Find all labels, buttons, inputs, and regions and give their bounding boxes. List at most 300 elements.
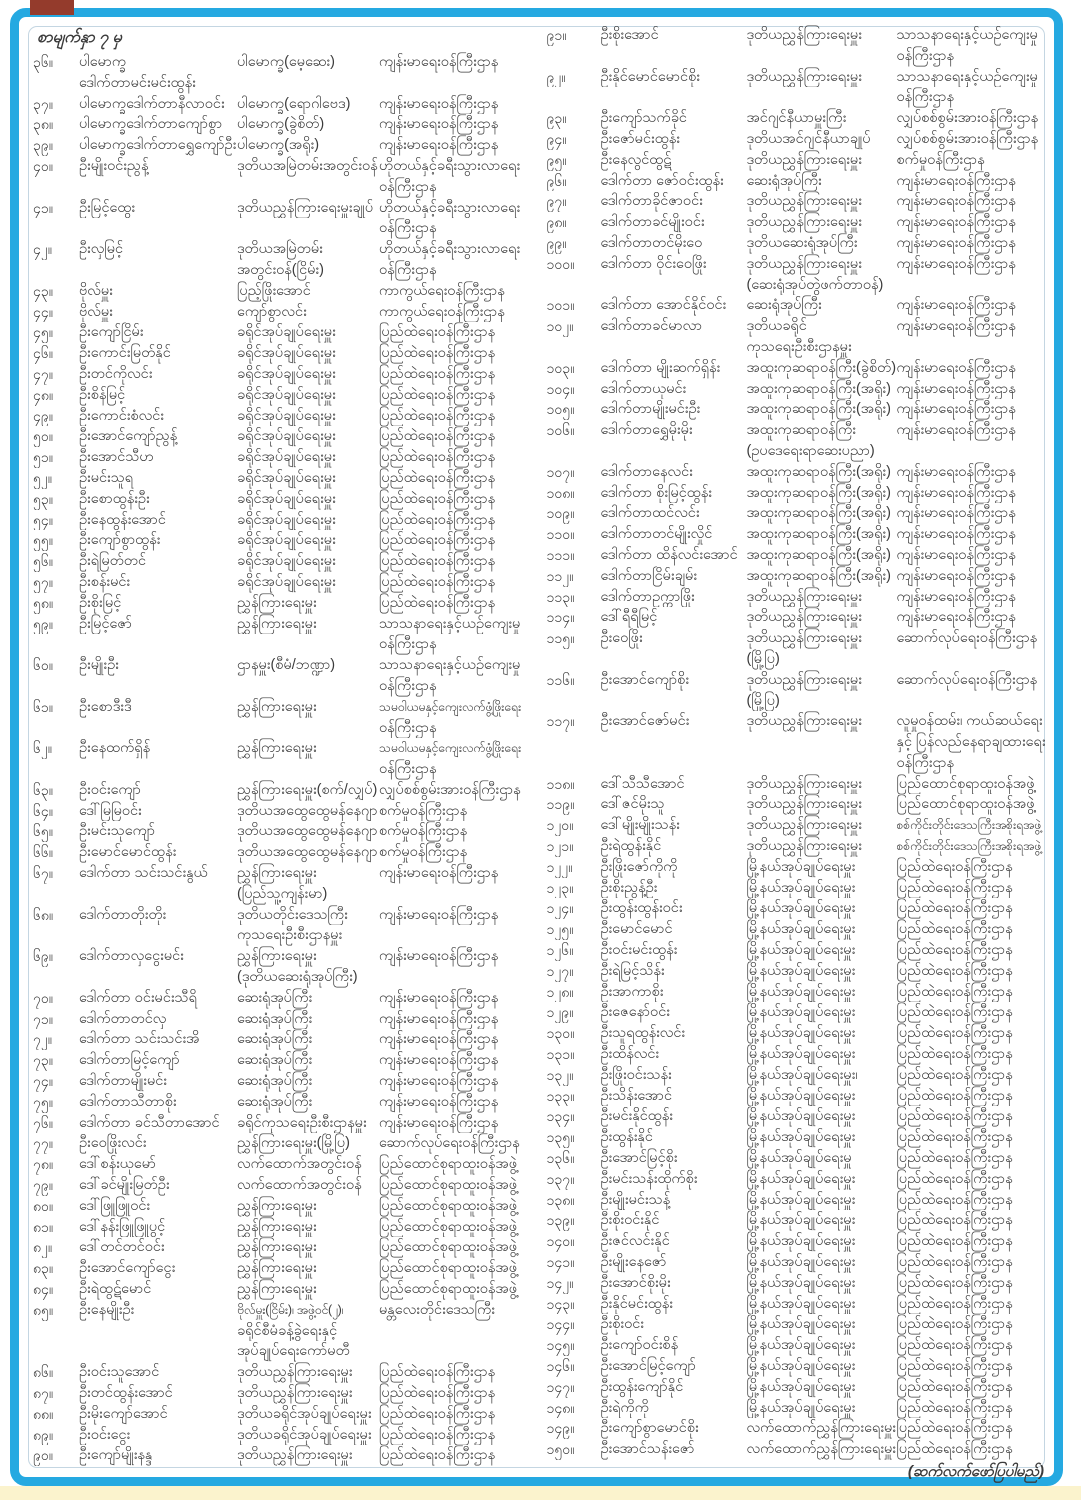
person-department	[897, 1086, 1049, 1107]
person-name	[601, 857, 747, 878]
person-department	[379, 780, 537, 801]
row-number	[33, 94, 79, 115]
person-name	[601, 1356, 747, 1377]
person-name	[601, 316, 747, 358]
row-number-line: ၄၉။	[33, 407, 53, 424]
person-position	[747, 1294, 897, 1315]
row-number-line: ၃၇။	[33, 95, 53, 112]
person-department	[379, 489, 537, 510]
row-number	[547, 503, 601, 524]
person-position-line: ဒုတိယအထွေထွေမန်နေဂျာ	[237, 844, 378, 861]
person-department	[897, 1210, 1049, 1231]
table-row	[33, 1175, 537, 1196]
person-department	[897, 316, 1049, 358]
person-department	[379, 551, 537, 572]
person-name-line: ဒေါက်တာမျိုးမင်း	[79, 1073, 167, 1090]
person-department-line: ပြည်ထဲရေးဝန်ကြီးဌာန	[379, 573, 496, 590]
row-number	[33, 1279, 79, 1300]
person-department-line: ပြည်ထဲရေးဝန်ကြီးဌာန	[896, 1087, 1013, 1104]
person-name-line: ဦးမြင့်ဇော်	[79, 615, 132, 632]
row-number-line: ၁၀၀။	[546, 255, 575, 272]
person-department	[897, 150, 1049, 171]
person-department-line: ပြည်ထဲရေးဝန်ကြီးဌာန	[896, 942, 1013, 959]
person-name	[601, 1148, 747, 1169]
person-position	[747, 503, 897, 524]
table-row	[547, 129, 1049, 150]
person-department-line: ပြည်ထဲရေးဝန်ကြီးဌာန	[896, 1066, 1013, 1083]
person-position	[237, 385, 379, 406]
person-position-line: ညွှန်ကြားရေးမှူး	[237, 740, 317, 757]
person-department-line: ဝန်ကြီးဌာန	[379, 178, 437, 195]
person-department-line: ပြည်ထဲရေးဝန်ကြီးဌာန	[896, 921, 1013, 938]
person-name-line: ဦးရဲထွန်းနိုင်	[600, 838, 662, 855]
table-row	[33, 801, 537, 822]
person-name-line: ဦးဝေဖြိုး	[600, 630, 643, 647]
person-department	[379, 530, 537, 551]
column-right	[541, 25, 1049, 1480]
row-number	[33, 821, 79, 842]
person-name	[601, 399, 747, 420]
person-department	[379, 426, 537, 447]
table-row	[547, 316, 1049, 358]
person-department	[379, 94, 537, 115]
row-number	[547, 483, 601, 504]
person-department	[897, 566, 1049, 587]
person-position-line: ခရိုင်ကုသရေးဦးစီးဌာနမှူး	[237, 1114, 367, 1131]
table-row	[33, 447, 537, 468]
person-position	[747, 794, 897, 815]
person-department-line: ပြည်ထဲရေးဝန်ကြီးဌာန	[896, 1191, 1013, 1208]
table-row	[547, 171, 1049, 192]
person-position	[747, 1252, 897, 1273]
person-department-line: ကျန်းမာရေးဝန်ကြီးဌာန	[896, 609, 1016, 626]
person-name	[79, 426, 237, 447]
person-position-line: မြို့နယ်အုပ်ချုပ်ရေးမှူး	[746, 1399, 856, 1416]
person-position-line: ဆေးရုံအုပ်ကြီး	[237, 1052, 313, 1069]
table-row	[547, 940, 1049, 961]
person-department-line: ဝန်ကြီးဌာန	[379, 761, 437, 778]
person-department-line: ကျန်းမာရေးဝန်ကြီးဌာန	[896, 401, 1016, 418]
person-position	[747, 254, 897, 296]
person-position-line: ဒုတိယညွှန်ကြားရေးမှူး	[746, 193, 862, 210]
row-number-line: ၄၅။	[33, 324, 53, 341]
person-name-line: ဦးစိုးအောင်	[600, 27, 659, 43]
person-position-line: လက်ထောက်အတွင်းဝန်	[237, 1156, 362, 1173]
person-name-line: ဦးသူရထွန်းလင်း	[600, 1025, 686, 1042]
person-position	[747, 316, 897, 358]
person-department	[379, 655, 537, 697]
person-department	[379, 842, 537, 863]
person-position	[237, 1425, 379, 1446]
person-position-line: မြို့နယ်အုပ်ချုပ်ရေးမှူး	[746, 1233, 856, 1250]
person-position-line: ဒုတိယညွှန်ကြားရေးမှူး	[746, 214, 862, 231]
person-name-line: ဒေါက်တာ သင်းသင်းအိ	[79, 1031, 200, 1048]
row-number-line: ၇၉။	[33, 1177, 53, 1194]
person-name-line: ဦးကျော်ငြိမ်း	[79, 324, 144, 341]
table-row	[547, 254, 1049, 296]
table-row	[33, 426, 537, 447]
person-position-line: ညွှန်ကြားရေးမှူး	[237, 1260, 317, 1277]
person-department	[379, 1362, 537, 1383]
row-number	[33, 1113, 79, 1134]
row-number-line: ၁၂၈။	[546, 983, 574, 1000]
person-department	[897, 1231, 1049, 1252]
table-row	[547, 607, 1049, 628]
row-number-line: ၄၃။	[33, 282, 53, 299]
row-number-line: ၆၉။	[33, 948, 53, 965]
table-row	[547, 1044, 1049, 1065]
person-position-line: ဗိုလ်မှူး(ငြိမ်း)၊ အဖွဲ့ဝင်(၂)၊	[237, 1302, 344, 1317]
table-row	[547, 836, 1049, 857]
person-department	[379, 572, 537, 593]
person-department	[379, 1237, 537, 1258]
person-name	[79, 801, 237, 822]
table-row	[33, 1279, 537, 1300]
person-position-line: ညွှန်ကြားရေးမှူး	[237, 1218, 317, 1235]
person-position	[747, 898, 897, 919]
person-position-line: ညွှန်ကြားရေးမှူး	[237, 1197, 317, 1214]
row-number	[33, 343, 79, 364]
person-department	[379, 821, 537, 842]
person-position	[237, 1300, 379, 1362]
person-name-line: ဦးလှမြင့်	[79, 241, 124, 258]
person-department	[379, 364, 537, 385]
person-department-line: ပြည်ထဲရေးဝန်ကြီးဌာန	[896, 1108, 1013, 1125]
person-department	[897, 628, 1049, 670]
person-department	[897, 1252, 1049, 1273]
person-position-line: ဒုတိယခရိုင်အုပ်ချုပ်ရေးမှူး	[237, 1426, 372, 1443]
person-name	[601, 358, 747, 379]
person-position-line: ခရိုင်အုပ်ချုပ်ရေးမှူး	[237, 345, 336, 362]
person-name	[601, 940, 747, 961]
person-position-line: ဒုတိယတိုင်းဒေသကြီး	[237, 906, 348, 923]
person-department	[379, 1050, 537, 1071]
person-name	[79, 364, 237, 385]
table-row	[33, 1300, 537, 1362]
person-department-line: ပြည်ထောင်စုရာထူးဝန်အဖွဲ့	[379, 1218, 518, 1235]
row-number-line: ၅၅။	[33, 532, 53, 549]
person-name-line: ဦးအောင်ဇော်မင်း	[600, 713, 690, 730]
person-name-line: ဦးဇေနော်ဝင်း	[600, 1004, 670, 1021]
person-department	[897, 1169, 1049, 1190]
person-position-line: မြို့နယ်အုပ်ချုပ်ရေးမှူး	[746, 1108, 856, 1125]
person-department-line: သာသနာရေးနှင့်ယဉ်ကျေးမှု	[896, 68, 1038, 85]
person-department	[379, 1133, 537, 1154]
person-department-line: သမဝါယမနှင့်ကျေးလက်ဖွံ့ဖြိုးရေး	[379, 741, 521, 756]
row-number	[547, 961, 601, 982]
person-position-line: (ဥပဒေရေးရာဆေးပညာ)	[746, 442, 875, 459]
person-position	[747, 961, 897, 982]
person-position	[237, 1029, 379, 1050]
row-number	[547, 711, 601, 773]
person-department	[897, 919, 1049, 940]
person-department	[379, 447, 537, 468]
row-number-line: ၈၀။	[33, 1197, 54, 1214]
table-row	[547, 1231, 1049, 1252]
person-department-line: ကျန်းမာရေးဝန်ကြီးဌာန	[896, 380, 1016, 397]
person-name-line: ဦးရဲမြတ်တင်	[79, 553, 147, 570]
person-name-line: ဦးရဲမြင့်သိန်း	[600, 962, 665, 979]
row-number-line: ၉၁။	[546, 27, 567, 43]
person-department-line: ဆောက်လုပ်ရေးဝန်ကြီးဌာန	[896, 671, 1038, 688]
person-position-line: မြို့နယ်အုပ်ချုပ်ရေးမှူး	[746, 962, 856, 979]
person-position	[237, 1258, 379, 1279]
row-number-line: ၇၃။	[33, 1052, 53, 1069]
table-row	[547, 711, 1049, 773]
row-number-line: ၁၂၃။	[546, 879, 574, 896]
person-name	[79, 1258, 237, 1279]
table-row	[33, 1009, 537, 1030]
table-row	[33, 1071, 537, 1092]
person-department	[897, 1106, 1049, 1127]
person-name	[601, 1398, 747, 1419]
person-name	[79, 302, 237, 323]
person-position	[747, 607, 897, 628]
person-department-line: ကာကွယ်ရေးဝန်ကြီးဌာန	[379, 282, 505, 299]
person-name	[601, 1023, 747, 1044]
table-row	[547, 1190, 1049, 1211]
person-name-line: ဦးရဲကိုကို	[600, 1399, 649, 1416]
person-position	[747, 1273, 897, 1294]
person-department	[379, 614, 537, 656]
person-position	[747, 1065, 897, 1086]
row-number-line: ၁၁၀။	[546, 526, 575, 543]
person-position	[237, 239, 379, 281]
row-number-line: ၈၄။	[33, 1281, 54, 1298]
person-department	[897, 982, 1049, 1003]
person-name	[79, 510, 237, 531]
person-name-line: ဦးစိုးမြင့်	[79, 594, 122, 611]
person-position	[747, 1023, 897, 1044]
person-position-line: ဒုတိယညွှန်ကြားရေးမှူး	[746, 838, 862, 855]
person-department	[897, 898, 1049, 919]
row-number	[547, 1023, 601, 1044]
person-name-line: ဒေါက်တာတိုးတိုး	[79, 906, 167, 923]
table-row	[547, 358, 1049, 379]
person-name-line: ဦးမင်းသန်းထိုက်စိုး	[600, 1170, 698, 1187]
row-number-line: ၉၀။	[33, 1447, 53, 1464]
person-name	[601, 566, 747, 587]
person-department-line: ပြည်ထဲရေးဝန်ကြီးဌာန	[896, 1254, 1013, 1271]
person-name-line: ဦးဖြိုးဝင်းသန်း	[600, 1066, 672, 1083]
person-position	[237, 447, 379, 468]
person-position	[237, 905, 379, 947]
person-position-line: ဆေးရုံအုပ်ကြီး	[746, 172, 822, 189]
table-row	[547, 379, 1049, 400]
person-name	[79, 489, 237, 510]
table-row	[33, 406, 537, 427]
person-department	[379, 1175, 537, 1196]
row-number	[547, 794, 601, 815]
person-name-line: ဒေါ်ရီရီမြင့်	[600, 609, 658, 626]
table-row	[547, 1148, 1049, 1169]
person-department-line: သမဝါယမနှင့်ကျေးလက်ဖွံ့ဖြိုးရေး	[379, 699, 521, 714]
person-department-line: ပြည်ထောင်စုရာထူးဝန်အဖွဲ့	[379, 1197, 518, 1214]
person-department-line: လူမှုဝန်ထမ်း၊ ကယ်ဆယ်ရေး	[896, 713, 1043, 730]
person-position-line: ဒုတိယအမြဲတမ်းအတွင်းဝန်	[237, 157, 378, 174]
person-position	[237, 780, 379, 801]
person-name	[79, 156, 237, 198]
person-name	[79, 530, 237, 551]
row-number	[547, 233, 601, 254]
row-number-line: ၅၇။	[33, 573, 53, 590]
person-department-line: ကျန်းမာရေးဝန်ကြီးဌာန	[896, 505, 1016, 522]
person-name	[601, 1210, 747, 1231]
row-number	[33, 905, 79, 947]
row-number-line: ၁၁၇။	[546, 713, 575, 730]
person-department-line: ကျန်းမာရေးဝန်ကြီးဌာန	[896, 588, 1016, 605]
row-number	[547, 878, 601, 899]
person-department-line: ဝန်ကြီးဌာန	[379, 261, 437, 278]
person-position	[747, 1148, 897, 1169]
row-number-line: ၁၀၉။	[546, 505, 575, 522]
row-number	[33, 447, 79, 468]
person-department-line: စစ်ကိုင်းတိုင်းဒေသကြီးအစိုးရအဖွဲ့	[896, 818, 1041, 833]
table-row	[547, 1002, 1049, 1023]
person-name-line: ဦးနေထက်ရှိန်	[79, 740, 151, 757]
row-number-line: ၁၂၁။	[546, 838, 574, 855]
person-name	[601, 1190, 747, 1211]
row-number	[33, 114, 79, 135]
row-number-line: ၁၃၁။	[546, 1046, 575, 1063]
person-position	[237, 489, 379, 510]
row-number	[547, 1294, 601, 1315]
person-position-line: ခရိုင်အုပ်ချုပ်ရေးမှူး	[237, 324, 336, 341]
person-department-line: ကျန်းမာရေးဝန်ကြီးဌာန	[379, 1052, 499, 1069]
table-row	[33, 614, 537, 656]
person-name	[79, 1445, 237, 1466]
row-number	[33, 530, 79, 551]
table-row	[547, 1106, 1049, 1127]
row-number	[547, 1127, 601, 1148]
row-number-line: ၁၃၇။	[546, 1170, 575, 1187]
row-number	[33, 406, 79, 427]
table-row	[547, 25, 1049, 67]
person-department	[379, 322, 537, 343]
row-number-line: ၄၀။	[33, 157, 53, 174]
row-number-line: ၁၁၈။	[546, 775, 575, 792]
person-name-line: ဦးအောင်မြင့်စိုး	[600, 1150, 678, 1167]
row-number-line: ၁၄၀။	[546, 1233, 575, 1250]
personnel-list-left	[33, 52, 537, 1466]
person-name	[601, 233, 747, 254]
row-number	[547, 836, 601, 857]
person-name-line: ဦးနေလွင်ထွဋ်	[600, 151, 672, 168]
row-number	[547, 898, 601, 919]
person-name-line: ဒေါ်သီသီအောင်	[600, 775, 685, 792]
row-number	[547, 358, 601, 379]
person-department	[379, 510, 537, 531]
person-name	[601, 295, 747, 316]
table-row	[33, 572, 537, 593]
row-number	[547, 774, 601, 795]
row-number	[33, 489, 79, 510]
row-number-line: ၁၁၅။	[546, 630, 575, 647]
person-name-line: ဒေါက်တာမြင့်ကျော်	[79, 1052, 180, 1069]
person-position-line: အထူးကုဆရာဝန်ကြီး(အရိုး)	[746, 380, 891, 397]
person-position	[747, 1044, 897, 1065]
person-name-line: ဒေါ်မြမြဝင်း	[79, 802, 142, 819]
row-number	[547, 171, 601, 192]
person-position-line: ဒုတိယညွှန်ကြားရေးမှူး	[746, 151, 862, 168]
person-department	[379, 593, 537, 614]
person-position	[747, 1356, 897, 1377]
person-position-line: ဒုတိယညွှန်ကြားရေးမှူး	[746, 817, 862, 834]
person-name-line: ဦးကျော်ဝင်းစိန်	[600, 1337, 679, 1354]
person-position-line: ခရိုင်အုပ်ချုပ်ရေးမှူး	[237, 428, 336, 445]
row-number-line: ၅၂။	[33, 469, 52, 486]
person-name	[79, 1217, 237, 1238]
table-row	[33, 385, 537, 406]
table-row	[547, 1335, 1049, 1356]
table-row	[547, 1439, 1049, 1460]
person-department-line: ကျန်းမာရေးဝန်ကြီးဌာန	[896, 422, 1016, 439]
row-number-line: ၁၃၆။	[546, 1150, 575, 1167]
row-number	[547, 815, 601, 836]
row-number	[33, 1196, 79, 1217]
person-position-line: အုပ်ချုပ်ရေးကော်မတီ	[237, 1343, 350, 1360]
person-name-line: ဒေါ်စန်းယုမော်	[79, 1156, 156, 1173]
person-position-line: မြို့နယ်အုပ်ချုပ်ရေးမှူး	[746, 1170, 856, 1187]
person-department	[379, 156, 537, 198]
person-name	[79, 863, 237, 905]
row-number-line: ၈၉။	[33, 1426, 54, 1443]
person-department	[897, 1398, 1049, 1419]
person-department	[379, 1279, 537, 1300]
table-row	[33, 1404, 537, 1425]
person-position-line: ဒုတိယအထွေထွေမန်နေဂျာ	[237, 802, 378, 819]
person-name-line: ဦးမောင်မောင်ထွန်း	[79, 844, 177, 861]
person-position-line: ဒုတိယညွှန်ကြားရေးမှူး	[746, 68, 862, 85]
person-department	[379, 1071, 537, 1092]
row-number	[33, 302, 79, 323]
person-position	[237, 572, 379, 593]
person-position-line: မြို့နယ်အုပ်ချုပ်ရေးမှူး	[746, 1274, 856, 1291]
person-department-line: ပြည်ထဲရေးဝန်ကြီးဌာန	[379, 469, 496, 486]
person-position	[747, 857, 897, 878]
person-position	[747, 878, 897, 899]
person-position	[237, 1196, 379, 1217]
person-name	[79, 1383, 237, 1404]
person-position-line: ခရိုင်အုပ်ချုပ်ရေးမှူး	[237, 449, 336, 466]
person-position-line: အထူးကုဆရာဝန်ကြီး(အရိုး)	[746, 526, 891, 543]
person-department	[379, 988, 537, 1009]
row-number-line: ၄၂။	[33, 241, 52, 258]
person-position-line: မြို့နယ်အုပ်ချုပ်ရေးမှူး	[746, 1212, 856, 1229]
row-number-line: ၁၃၀။	[546, 1025, 575, 1042]
person-name-line: ဦးဖြိုးဇော်ကိုကို	[600, 858, 678, 875]
row-number	[547, 1439, 601, 1460]
person-position-line: မြို့နယ်အုပ်ချုပ်ရေးမှူး	[746, 1337, 856, 1354]
person-name-line: ဦးထွန်းကျော်နိုင်	[600, 1378, 684, 1395]
person-position-line: အတွင်းဝန်(ငြိမ်း)	[237, 261, 324, 278]
person-position-line: ဆေးရုံအုပ်ကြီး	[237, 1093, 313, 1110]
person-name-line: ဒေါက်တာမျိုးမင်းဦး	[600, 401, 701, 418]
row-number-line: ၁၃၂။	[546, 1066, 574, 1083]
person-name	[79, 1050, 237, 1071]
person-department-line: ပြည်ထဲရေးဝန်ကြီးဌာန	[896, 1420, 1013, 1437]
person-name	[79, 52, 237, 94]
person-position	[747, 212, 897, 233]
person-department-line: ပြည်ထဲရေးဝန်ကြီးဌာန	[379, 365, 496, 382]
person-department	[897, 1418, 1049, 1439]
table-row	[547, 545, 1049, 566]
person-position	[237, 114, 379, 135]
person-position-line: အထူးကုဆရာဝန်ကြီး(အရိုး)	[746, 463, 891, 480]
person-name	[601, 774, 747, 795]
person-department-line: ပြည်ထဲရေးဝန်ကြီးဌာန	[379, 428, 496, 445]
table-row	[33, 821, 537, 842]
